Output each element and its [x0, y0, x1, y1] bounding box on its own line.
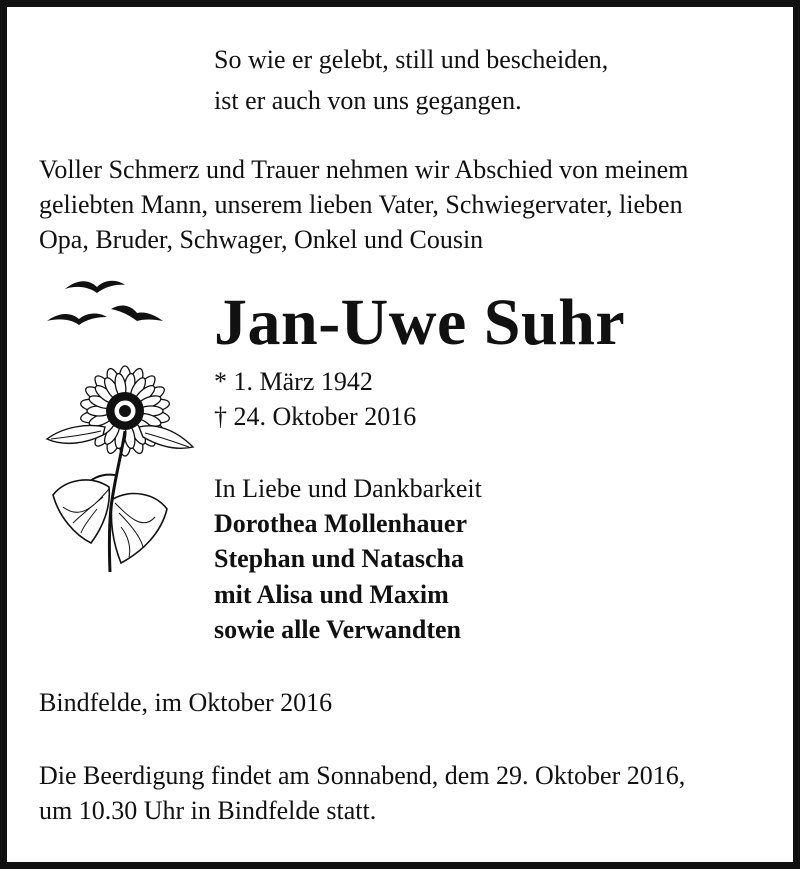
motto-line-2: ist er auch von uns gegangen. [214, 86, 522, 115]
funeral-line-2: um 10.30 Uhr in Bindfelde statt. [39, 796, 377, 825]
intro-line-1: Voller Schmerz und Trauer nehmen wir Abschied von meinem [39, 155, 689, 184]
birds-icon [43, 275, 173, 335]
deceased-name: Jan-Uwe Suhr [214, 286, 626, 359]
place-date: Bindfelde, im Oktober 2016 [39, 688, 333, 717]
intro-line-2: geliebten Mann, unserem lieben Vater, Schwiegervater, lieben [39, 190, 683, 219]
gratitude-line: In Liebe und Dankbarkeit [214, 474, 482, 503]
mourner-2: Stephan und Natascha [214, 544, 464, 573]
intro-line-3: Opa, Bruder, Schwager, Onkel und Cousin [39, 225, 484, 254]
sunflower-icon [43, 367, 203, 577]
funeral-line-1: Die Beerdigung findet am Sonnabend, dem 29. Oktober 2016, [39, 761, 686, 790]
mourner-3: mit Alisa und Maxim [214, 580, 449, 609]
motto-line-1: So wie er gelebt, still und bescheiden, [214, 45, 609, 74]
mourner-4: sowie alle Verwandten [214, 615, 461, 644]
birth-date: * 1. März 1942 [214, 367, 373, 396]
death-date: † 24. Oktober 2016 [214, 402, 417, 431]
mourner-1: Dorothea Mollenhauer [214, 509, 467, 538]
